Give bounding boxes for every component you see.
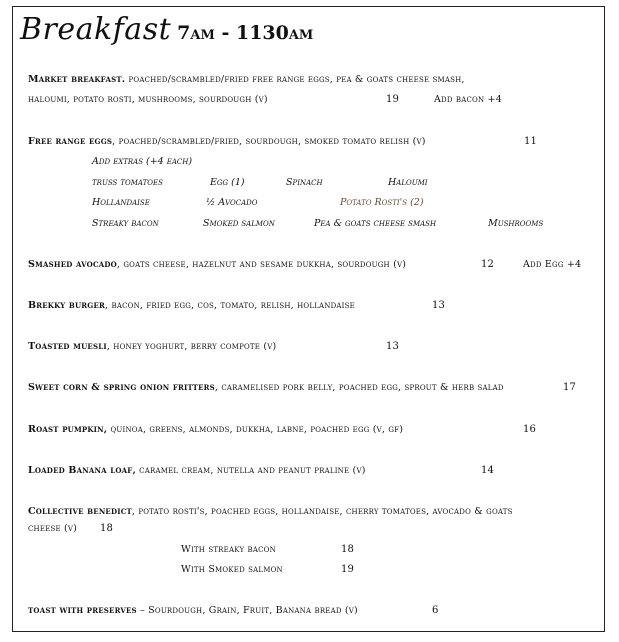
item-price: 6: [432, 605, 439, 616]
item-desc: quinoa, greens, almonds, dukkha, labne, poached egg (v, gf): [107, 424, 404, 435]
extra-option: Potato Rosti's (2): [340, 197, 424, 208]
extra-option: Egg (1): [210, 177, 245, 188]
title-hours: 7am - 1130am: [177, 22, 314, 44]
extra-option: Spinach: [286, 177, 323, 188]
extra-option: Mushrooms: [488, 218, 544, 229]
item-price: 13: [386, 341, 400, 352]
item-addon: Add Egg +4: [523, 259, 582, 270]
menu-item-toast-preserves: [28, 605, 358, 616]
menu-item-benedict: [28, 506, 513, 517]
benedict-option-price: 19: [341, 564, 355, 575]
menu-item-smashed-avocado: [28, 259, 406, 270]
item-price: 16: [523, 424, 537, 435]
item-desc: poached/scrambled/fried free range eggs, pea & goats cheese smash,: [128, 74, 465, 85]
menu-item-market-breakfast: [28, 74, 465, 85]
item-desc: , potato rosti's, poached eggs, hollandaise, cherry tomatoes, avocado & goats: [131, 506, 513, 517]
item-price: 14: [481, 465, 495, 476]
item-price: 17: [563, 382, 577, 393]
item-desc: caramel cream, nutella and peanut praline (v): [135, 465, 366, 476]
item-name: Brekky burger: [28, 300, 106, 311]
menu-item-brekky-burger: [28, 300, 355, 311]
item-desc: , honey yoghurt, berry compote (v): [106, 341, 277, 352]
item-name: toast with preserves: [28, 605, 137, 616]
item-name: Loaded Banana loaf,: [28, 465, 136, 476]
item-desc: , caramelised pork belly, poached egg, sprout & herb salad: [214, 382, 504, 393]
menu-item-free-range-eggs: [28, 136, 426, 147]
item-name: Smashed avocado: [28, 259, 117, 270]
extras-heading: Add extras (+4 each): [92, 156, 193, 167]
item-desc: , bacon, fried egg, cos, tomato, relish, hollandaise: [105, 300, 355, 311]
menu-item-banana-loaf: [28, 465, 366, 476]
item-desc: – Sourdough, Grain, Fruit, Banana bread (v): [136, 605, 358, 616]
benedict-option-label: With Smoked salmon: [181, 564, 283, 575]
menu-item-toasted-muesli: [28, 341, 276, 352]
benedict-option-price: 18: [341, 544, 355, 555]
menu-item-roast-pumpkin: [28, 424, 403, 435]
extra-option: Haloumi: [388, 177, 428, 188]
item-name: Market breakfast.: [28, 74, 126, 85]
item-name: Toasted muesli: [28, 341, 107, 352]
title-main: Breakfast: [20, 12, 172, 47]
extra-option: Pea & goats cheese smash: [314, 218, 437, 229]
item-name: Roast pumpkin,: [28, 424, 108, 435]
extra-option: Streaky bacon: [92, 218, 159, 229]
item-addon: Add bacon +4: [434, 94, 502, 105]
menu-title: [20, 12, 313, 47]
extra-option: Hollandaise: [92, 197, 150, 208]
menu-item-fritters: [28, 382, 504, 393]
item-price: 13: [432, 300, 446, 311]
item-price: 11: [524, 136, 538, 147]
extra-option: truss tomatoes: [92, 177, 163, 188]
item-price: 19: [386, 94, 400, 105]
item-desc: , goats cheese, hazelnut and sesame dukkha, sourdough (v): [116, 259, 407, 270]
item-price: 12: [481, 259, 495, 270]
extra-option: ½ Avocado: [206, 197, 258, 208]
item-name: Collective benedict: [28, 506, 132, 517]
item-desc-line2: cheese (v): [28, 523, 78, 534]
benedict-option-label: With streaky bacon: [181, 544, 276, 555]
extra-option: Smoked salmon: [203, 218, 275, 229]
item-name: Sweet corn & spring onion fritters: [28, 382, 215, 393]
item-price: 18: [100, 523, 114, 534]
item-desc: , poached/scrambled/fried, sourdough, smoked tomato relish (v): [112, 136, 426, 147]
item-name: Free range eggs: [28, 136, 113, 147]
item-desc-line2: haloumi, potato rosti, mushrooms, sourdough (v): [28, 94, 268, 105]
